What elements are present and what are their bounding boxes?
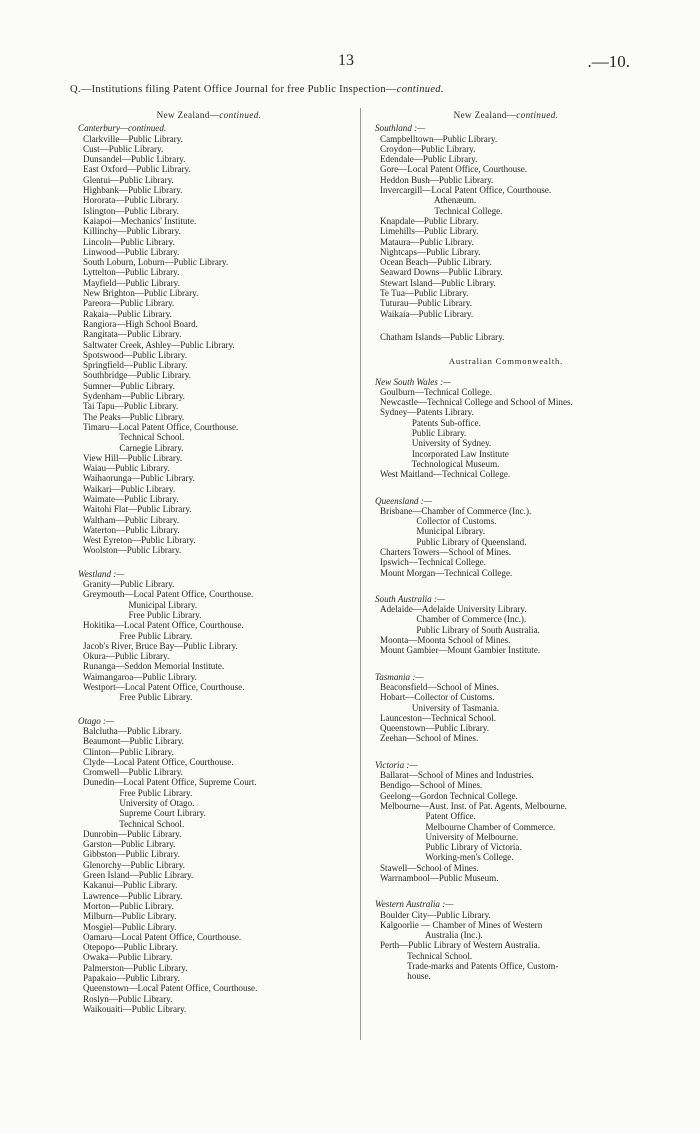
institution-entry: Mount Morgan—Technical College. (380, 567, 513, 578)
institution-entry: View Hill—Public Library. (83, 452, 183, 463)
institution-entry: Perth—Public Library of Western Australia. (380, 940, 540, 951)
institution-entry: Waltham—Public Library. (83, 514, 180, 525)
institution-entry: Australia (Inc.). (380, 930, 483, 941)
institution-entry: Runanga—Seddon Memorial Institute. (83, 661, 225, 672)
institution-entry: house. (380, 971, 431, 982)
institution-entry: Glentui—Public Library. (83, 174, 174, 185)
institution-entry: Working-men's College. (380, 852, 514, 863)
institution-entry: Highbank—Public Library. (83, 185, 183, 196)
institution-entry: Dunsandel—Public Library. (83, 154, 186, 165)
institution-entry: Killinchy—Public Library. (83, 226, 181, 237)
institution-entry: Rangiora—High School Board. (83, 318, 198, 329)
institution-entry: Invercargill—Local Patent Office, Courthouse. (380, 185, 552, 196)
institution-entry: Hokitika—Local Patent Office, Courthouse. (83, 620, 244, 631)
institution-entry: Municipal Library. (380, 526, 485, 537)
institution-entry: Cust—Public Library. (83, 143, 164, 154)
institution-entry: Dunrobin—Public Library. (83, 828, 182, 839)
institution-entry: Mount Gambier—Mount Gambier Institute. (380, 645, 541, 656)
institution-entry: Okura—Public Library. (83, 651, 170, 662)
institution-entry: Public Library of South Australia. (380, 624, 540, 635)
institution-entry: Mosgiel—Public Library. (83, 921, 177, 932)
institution-entry: Tai Tapu—Public Library. (83, 401, 179, 412)
institution-entry: Timaru—Local Patent Office, Courthouse. (83, 421, 239, 432)
institution-entry: Lyttelton—Public Library. (83, 267, 180, 278)
institution-entry: Collector of Customs. (380, 516, 497, 527)
institution-entry: Free Public Library. (83, 692, 193, 703)
institution-entry: University of Tasmania. (380, 702, 500, 713)
institution-entry: West Eyreton—Public Library. (83, 535, 196, 546)
region-section-westland (78, 569, 340, 703)
institution-entry: Granity—Public Library. (83, 579, 175, 590)
left-sections (78, 123, 340, 1014)
left-column-title (78, 110, 340, 120)
left-column (78, 110, 340, 1014)
institution-entry: Garston—Public Library. (83, 839, 176, 850)
institution-entry: Bendigo—School of Mines. (380, 780, 483, 791)
institution-entry: Technical School. (83, 818, 185, 829)
region-heading: New South Wales :— (375, 376, 452, 387)
institution-entry: Waitohi Flat—Public Library. (83, 504, 192, 515)
institution-entry: Newcastle—Technical College and School of Mines. (380, 397, 573, 408)
region-section-south-australia (375, 594, 637, 656)
institution-entry: University of Sydney. (380, 438, 492, 449)
institution-entry: Green Island—Public Library. (83, 870, 194, 881)
institution-entry: Geelong—Gordon Technical College. (380, 790, 518, 801)
institution-entry: Edendale—Public Library. (380, 154, 478, 165)
region-heading: Canterbury—continued. (78, 123, 167, 134)
institution-entry: Jacob's River, Bruce Bay—Public Library. (83, 640, 238, 651)
right-title-italic: continued. (516, 110, 559, 120)
institution-entry: Queenstown—Local Patent Office, Courthouse. (83, 983, 258, 994)
institution-entry: Waikouaiti—Public Library. (83, 1003, 187, 1014)
right-column-title (375, 110, 637, 120)
region-heading: Southland :— (375, 123, 426, 134)
institution-entry: Otepopo—Public Library. (83, 942, 178, 953)
institution-entry: Public Library of Victoria. (380, 842, 522, 853)
region-section-western-australia (375, 899, 637, 981)
institution-entry: Owaka—Public Library. (83, 952, 173, 963)
institution-entry: Campbelltown—Public Library. (380, 133, 498, 144)
institution-entry: Morton—Public Library. (83, 900, 174, 911)
institution-entry: Technological Museum. (380, 458, 500, 469)
institution-entry: Stawell—School of Mines. (380, 862, 479, 873)
region-section-queensland (375, 496, 637, 578)
institution-entry: Free Public Library. (83, 630, 193, 641)
region-heading: South Australia :— (375, 593, 446, 604)
right-title-main: New Zealand— (453, 110, 517, 120)
institution-entry: Mayfield—Public Library. (83, 277, 180, 288)
institution-entry: Gibbston—Public Library. (83, 849, 180, 860)
institution-entry: Balclutha—Public Library. (83, 725, 182, 736)
institution-entry: Papakaio—Public Library. (83, 973, 180, 984)
institution-entry: Woolston—Public Library. (83, 545, 182, 556)
page-number: 13 (338, 52, 354, 69)
institution-entry: Dunedin—Local Patent Office, Supreme Court. (83, 777, 257, 788)
institution-entry: Zeehan—School of Mines. (380, 733, 479, 744)
institution-entry: Kalgoorlie — Chamber of Mines of Western (380, 919, 543, 930)
institution-entry: Patents Sub-office. (380, 417, 481, 428)
right-column (375, 110, 637, 982)
institution-entry: Knapdale—Public Library. (380, 215, 479, 226)
institution-entry: Greymouth—Local Patent Office, Courthouse. (83, 589, 254, 600)
institution-entry: Carnegie Library. (83, 442, 184, 453)
institution-entry: Queenstown—Public Library. (380, 723, 490, 734)
region-heading: Western Australia :— (375, 899, 454, 910)
institution-entry: West Maitland—Technical College. (380, 469, 511, 480)
institution-entry: Free Public Library. (83, 609, 202, 620)
institution-entry: Oamaru—Local Patent Office, Courthouse. (83, 931, 242, 942)
institution-entry: Nightcaps—Public Library. (380, 246, 481, 257)
column-rule (360, 108, 361, 1040)
institution-entry: Waiau—Public Library. (83, 463, 170, 474)
institution-entry: Waikari—Public Library. (83, 483, 176, 494)
region-section-canterbury-continued (78, 123, 340, 555)
institution-entry: Beaumont—Public Library. (83, 736, 184, 747)
institution-entry: University of Otago. (83, 798, 195, 808)
institution-entry: Clyde—Local Patent Office, Courthouse. (83, 756, 234, 767)
institution-entry: Gore—Local Patent Office, Courthouse. (380, 164, 528, 175)
institution-entry: Athenæum. (380, 195, 477, 206)
institution-entry: Clarkville—Public Library. (83, 133, 183, 144)
institution-entry: Ipswich—Technical College. (380, 557, 486, 568)
institution-entry: Rakaia—Public Library. (83, 308, 172, 319)
institution-entry: New Brighton—Public Library. (83, 288, 199, 299)
institution-entry: Seaward Downs—Public Library. (380, 267, 503, 278)
page-reference: .—10. (587, 52, 630, 71)
institution-entry: Rangitata—Public Library. (83, 329, 182, 340)
institution-entry: Cromwell—Public Library. (83, 767, 183, 778)
institution-entry: Waimangaroa—Public Library. (83, 671, 197, 682)
institution-entry: Linwood—Public Library. (83, 246, 180, 257)
institution-entry: Kakanui—Public Library. (83, 880, 178, 891)
institution-entry: Supreme Court Library. (83, 808, 206, 819)
region-section-victoria (375, 760, 637, 884)
institution-entry: Boulder City—Public Library. (380, 909, 491, 920)
right-sections (375, 377, 637, 982)
institution-entry: Hobart—Collector of Customs. (380, 692, 495, 703)
commonwealth-heading: Australian Commonwealth. (448, 356, 564, 367)
left-title-main: New Zealand— (156, 110, 220, 120)
institution-entry: Patent Office. (380, 811, 476, 822)
main-heading-italic: continued. (396, 84, 444, 95)
institution-entry: Stewart Island—Public Library. (380, 277, 496, 288)
institution-entry: Technical College. (380, 205, 503, 216)
institution-entry: Melbourne—Aust. Inst. of Pat. Agents, Melbourne. (380, 800, 567, 811)
region-heading: Westland :— (78, 568, 125, 579)
institution-entry: Pareora—Public Library. (83, 298, 175, 309)
institution-entry: Roslyn—Public Library. (83, 993, 173, 1004)
institution-entry: Ballarat—School of Mines and Industries. (380, 770, 534, 781)
institution-entry: Technical School. (380, 950, 473, 961)
institution-entry: University of Melbourne. (380, 831, 519, 842)
institution-entry: Westport—Local Patent Office, Courthouse. (83, 682, 245, 693)
institution-entry: Waimate—Public Library. (83, 493, 179, 504)
institution-entry: Moonta—Moonta School of Mines. (380, 635, 511, 646)
institution-entry: Free Public Library. (83, 787, 193, 798)
institution-entry: Glenorchy—Public Library. (83, 859, 185, 870)
region-heading: Victoria :— (375, 759, 418, 770)
institution-entry: Waihaorunga—Public Library. (83, 473, 195, 484)
institution-entry: South Loburn, Loburn—Public Library. (83, 257, 229, 268)
institution-entry: Charters Towers—School of Mines. (380, 546, 512, 557)
institution-entry: Hororata—Public Library. (83, 195, 179, 206)
institution-entry: Kaiapoi—Mechanics' Institute. (83, 215, 197, 226)
institution-entry: Springfield—Public Library. (83, 360, 188, 371)
region-heading: Queensland :— (375, 495, 432, 506)
institution-entry: Incorporated Law Institute (380, 448, 509, 459)
institution-entry: The Peaks—Public Library. (83, 411, 185, 422)
institution-entry: Spotswood—Public Library. (83, 349, 187, 360)
institution-entry: Sumner—Public Library. (83, 380, 175, 391)
institution-entry: Milburn—Public Library. (83, 911, 177, 922)
left-title-italic: continued. (219, 110, 262, 120)
institution-entry: Waterton—Public Library. (83, 524, 180, 535)
institution-entry: Ocean Beach—Public Library. (380, 257, 492, 268)
institution-entry: Te Tua—Public Library. (380, 288, 469, 299)
institution-entry: Saltwater Creek, Ashley—Public Library. (83, 339, 235, 350)
region-section-new-south-wales (375, 377, 637, 480)
institution-entry: Beaconsfield—School of Mines. (380, 681, 499, 692)
institution-entry: East Oxford—Public Library. (83, 164, 191, 175)
institution-entry: Southbridge—Public Library. (83, 370, 192, 381)
main-heading (70, 84, 630, 95)
region-heading: Tasmania :— (375, 671, 424, 682)
institution-entry: Technical School. (83, 432, 185, 443)
institution-entry: Warrnambool—Public Museum. (380, 873, 499, 883)
institution-entry: Chamber of Commerce (Inc.). (380, 614, 527, 625)
institution-entry: Public Library of Queensland. (380, 536, 527, 547)
institution-entry: Adelaide—Adelaide University Library. (380, 604, 527, 615)
institution-entry: Brisbane—Chamber of Commerce (Inc.). (380, 505, 532, 516)
institution-entry: Trade-marks and Patents Office, Custom- (380, 961, 559, 972)
institution-entry: Melbourne Chamber of Commerce. (380, 821, 556, 832)
institution-entry: Croydon—Public Library. (380, 143, 476, 154)
institution-entry: Lawrence—Public Library. (83, 890, 183, 901)
chatham-islands-entry: Chatham Islands—Public Library. (380, 331, 505, 342)
institution-entry: Municipal Library. (83, 599, 198, 610)
institution-entry: Lincoln—Public Library. (83, 236, 175, 247)
institution-entry: Sydenham—Public Library. (83, 391, 185, 402)
institution-entry: Launceston—Technical School. (380, 712, 497, 723)
main-heading-text: Q.—Institutions filing Patent Office Journal for free Public Inspection— (70, 84, 397, 95)
institution-entry: Limehills—Public Library. (380, 226, 479, 237)
region-section-otago (78, 716, 340, 1015)
institution-entry: Public Library. (380, 428, 467, 439)
institution-entry: Goulburn—Technical College. (380, 386, 492, 397)
southland-section (375, 123, 637, 342)
institution-entry: Tuturau—Public Library. (380, 298, 473, 309)
region-heading: Otago :— (78, 715, 115, 726)
institution-entry: Mataura—Public Library. (380, 236, 474, 247)
institution-entry: Heddon Bush—Public Library. (380, 174, 494, 185)
region-section-tasmania (375, 672, 637, 744)
institution-entry: Clinton—Public Library. (83, 746, 174, 757)
institution-entry: Palmerston—Public Library. (83, 962, 188, 973)
institution-entry: Sydney—Patents Library. (380, 407, 474, 418)
institution-entry: Islington—Public Library. (83, 205, 179, 216)
institution-entry: Waikaia—Public Library. (380, 308, 474, 319)
region-section-southland (375, 123, 637, 319)
